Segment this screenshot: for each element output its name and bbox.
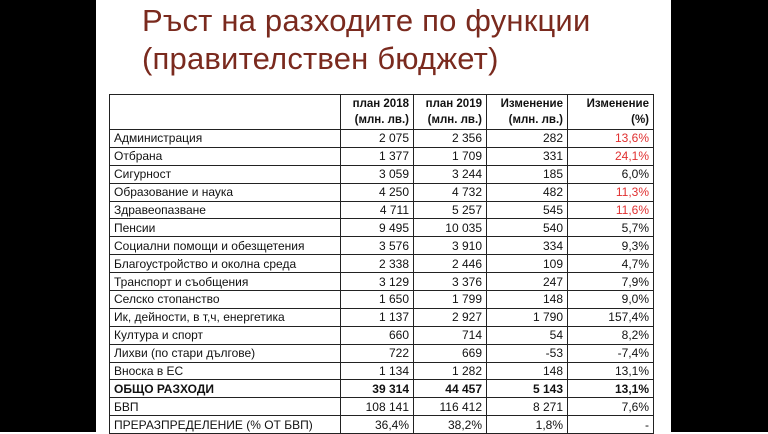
cell-plan2018: 39 314: [341, 380, 414, 398]
table-row: [110, 308, 654, 326]
cell-change-pct: 5,7%: [568, 219, 654, 237]
title-line-2: (правителствен бюджет): [142, 41, 499, 76]
table-row: [110, 130, 654, 148]
header-text: Изменение: [500, 98, 563, 110]
cell-plan2018: 4 250: [341, 183, 414, 201]
cell-change-pct: 7,9%: [568, 273, 654, 291]
cell-change: 334: [487, 237, 568, 255]
cell-change-pct: 9,3%: [568, 237, 654, 255]
cell-plan2018: 3 129: [341, 273, 414, 291]
header-unit: (млн. лв.): [354, 114, 409, 126]
table-row: [110, 147, 654, 165]
header-cell-plan2019: [414, 95, 487, 130]
cell-plan2018: 660: [341, 326, 414, 344]
right-black-bar: [671, 0, 768, 432]
row-label: ПРЕРАЗПРЕДЕЛЕНИЕ (% ОТ БВП): [110, 416, 341, 434]
cell-plan2018: 1 134: [341, 362, 414, 380]
cell-plan2019: 38,2%: [414, 416, 487, 434]
cell-change: 331: [487, 147, 568, 165]
cell-change: 540: [487, 219, 568, 237]
cell-plan2018: 9 495: [341, 219, 414, 237]
cell-change-pct: 11,3%: [568, 183, 654, 201]
cell-change: 5 143: [487, 380, 568, 398]
header-cell-label: [110, 95, 341, 130]
cell-plan2019: 2 356: [414, 130, 487, 148]
slide-title: [142, 2, 662, 78]
title-line-1: Ръст на разходите по функции: [142, 3, 591, 38]
cell-change: 185: [487, 165, 568, 183]
header-cell-change-pct: [568, 95, 654, 130]
cell-change-pct: 9,0%: [568, 291, 654, 309]
row-label: Ик, дейности, в т,ч, енергетика: [110, 308, 341, 326]
header-cell-plan2018: [341, 95, 414, 130]
cell-plan2019: 1 282: [414, 362, 487, 380]
cell-change-pct: 13,6%: [568, 130, 654, 148]
cell-plan2018: 1 377: [341, 147, 414, 165]
cell-change: 282: [487, 130, 568, 148]
cell-change-pct: 157,4%: [568, 308, 654, 326]
cell-plan2019: 2 446: [414, 255, 487, 273]
cell-plan2018: 108 141: [341, 398, 414, 416]
row-label: Транспорт и съобщения: [110, 273, 341, 291]
cell-plan2019: 44 457: [414, 380, 487, 398]
cell-change: 1,8%: [487, 416, 568, 434]
table-row: [110, 362, 654, 380]
header-unit: (млн. лв.): [427, 114, 482, 126]
table-row: [110, 201, 654, 219]
table-row: [110, 326, 654, 344]
header-text: план 2018: [352, 98, 409, 110]
row-label: ОБЩО РАЗХОДИ: [110, 380, 341, 398]
table-row: [110, 380, 654, 398]
table-row: [110, 165, 654, 183]
cell-change: 109: [487, 255, 568, 273]
row-label: Образование и наука: [110, 183, 341, 201]
cell-change-pct: 24,1%: [568, 147, 654, 165]
cell-change: 148: [487, 362, 568, 380]
cell-plan2019: 1 709: [414, 147, 487, 165]
cell-plan2018: 2 075: [341, 130, 414, 148]
row-label: Вноска в ЕС: [110, 362, 341, 380]
cell-plan2018: 2 338: [341, 255, 414, 273]
table-row: [110, 416, 654, 434]
table-row: [110, 183, 654, 201]
header-text: Изменение: [586, 98, 649, 110]
table-row: [110, 219, 654, 237]
cell-change-pct: 8,2%: [568, 326, 654, 344]
cell-change-pct: 4,7%: [568, 255, 654, 273]
row-label: БВП: [110, 398, 341, 416]
cell-change: 8 271: [487, 398, 568, 416]
table-header-row: [110, 95, 654, 130]
table-row: [110, 255, 654, 273]
cell-plan2018: 36,4%: [341, 416, 414, 434]
cell-plan2018: 3 059: [341, 165, 414, 183]
cell-change: 1 790: [487, 308, 568, 326]
cell-change-pct: 11,6%: [568, 201, 654, 219]
left-black-bar: [0, 0, 96, 432]
table-row: [110, 291, 654, 309]
row-label: Социални помощи и обезщетения: [110, 237, 341, 255]
row-label: Сигурност: [110, 165, 341, 183]
cell-plan2019: 10 035: [414, 219, 487, 237]
table-row: [110, 237, 654, 255]
cell-change-pct: -7,4%: [568, 344, 654, 362]
cell-change-pct: 6,0%: [568, 165, 654, 183]
table-body: [110, 130, 654, 434]
cell-plan2019: 4 732: [414, 183, 487, 201]
cell-plan2019: 669: [414, 344, 487, 362]
cell-plan2018: 1 137: [341, 308, 414, 326]
table-row: [110, 344, 654, 362]
cell-plan2019: 3 244: [414, 165, 487, 183]
cell-change: 545: [487, 201, 568, 219]
cell-plan2018: 4 711: [341, 201, 414, 219]
header-text: план 2019: [425, 98, 482, 110]
cell-plan2019: 1 799: [414, 291, 487, 309]
row-label: Селско стопанство: [110, 291, 341, 309]
header-cell-change: [487, 95, 568, 130]
cell-change-pct: 13,1%: [568, 362, 654, 380]
row-label: Администрация: [110, 130, 341, 148]
cell-plan2019: 2 927: [414, 308, 487, 326]
cell-plan2019: 116 412: [414, 398, 487, 416]
cell-change-pct: -: [568, 416, 654, 434]
cell-change: 148: [487, 291, 568, 309]
cell-plan2019: 3 376: [414, 273, 487, 291]
row-label: Култура и спорт: [110, 326, 341, 344]
table-row: [110, 273, 654, 291]
row-label: Лихви (по стари дългове): [110, 344, 341, 362]
expenditure-table: [109, 94, 654, 434]
cell-plan2018: 722: [341, 344, 414, 362]
slide: [96, 0, 671, 432]
cell-plan2018: 3 576: [341, 237, 414, 255]
cell-plan2019: 5 257: [414, 201, 487, 219]
header-unit: (%): [631, 114, 649, 126]
cell-plan2018: 1 650: [341, 291, 414, 309]
cell-change: 482: [487, 183, 568, 201]
cell-change: -53: [487, 344, 568, 362]
row-label: Пенсии: [110, 219, 341, 237]
cell-plan2019: 3 910: [414, 237, 487, 255]
cell-change: 247: [487, 273, 568, 291]
cell-change: 54: [487, 326, 568, 344]
cell-plan2019: 714: [414, 326, 487, 344]
row-label: Здравеопазване: [110, 201, 341, 219]
cell-change-pct: 13,1%: [568, 380, 654, 398]
row-label: Благоустройство и околна среда: [110, 255, 341, 273]
table-row: [110, 398, 654, 416]
header-unit: (млн. лв.): [508, 114, 563, 126]
row-label: Отбрана: [110, 147, 341, 165]
cell-change-pct: 7,6%: [568, 398, 654, 416]
